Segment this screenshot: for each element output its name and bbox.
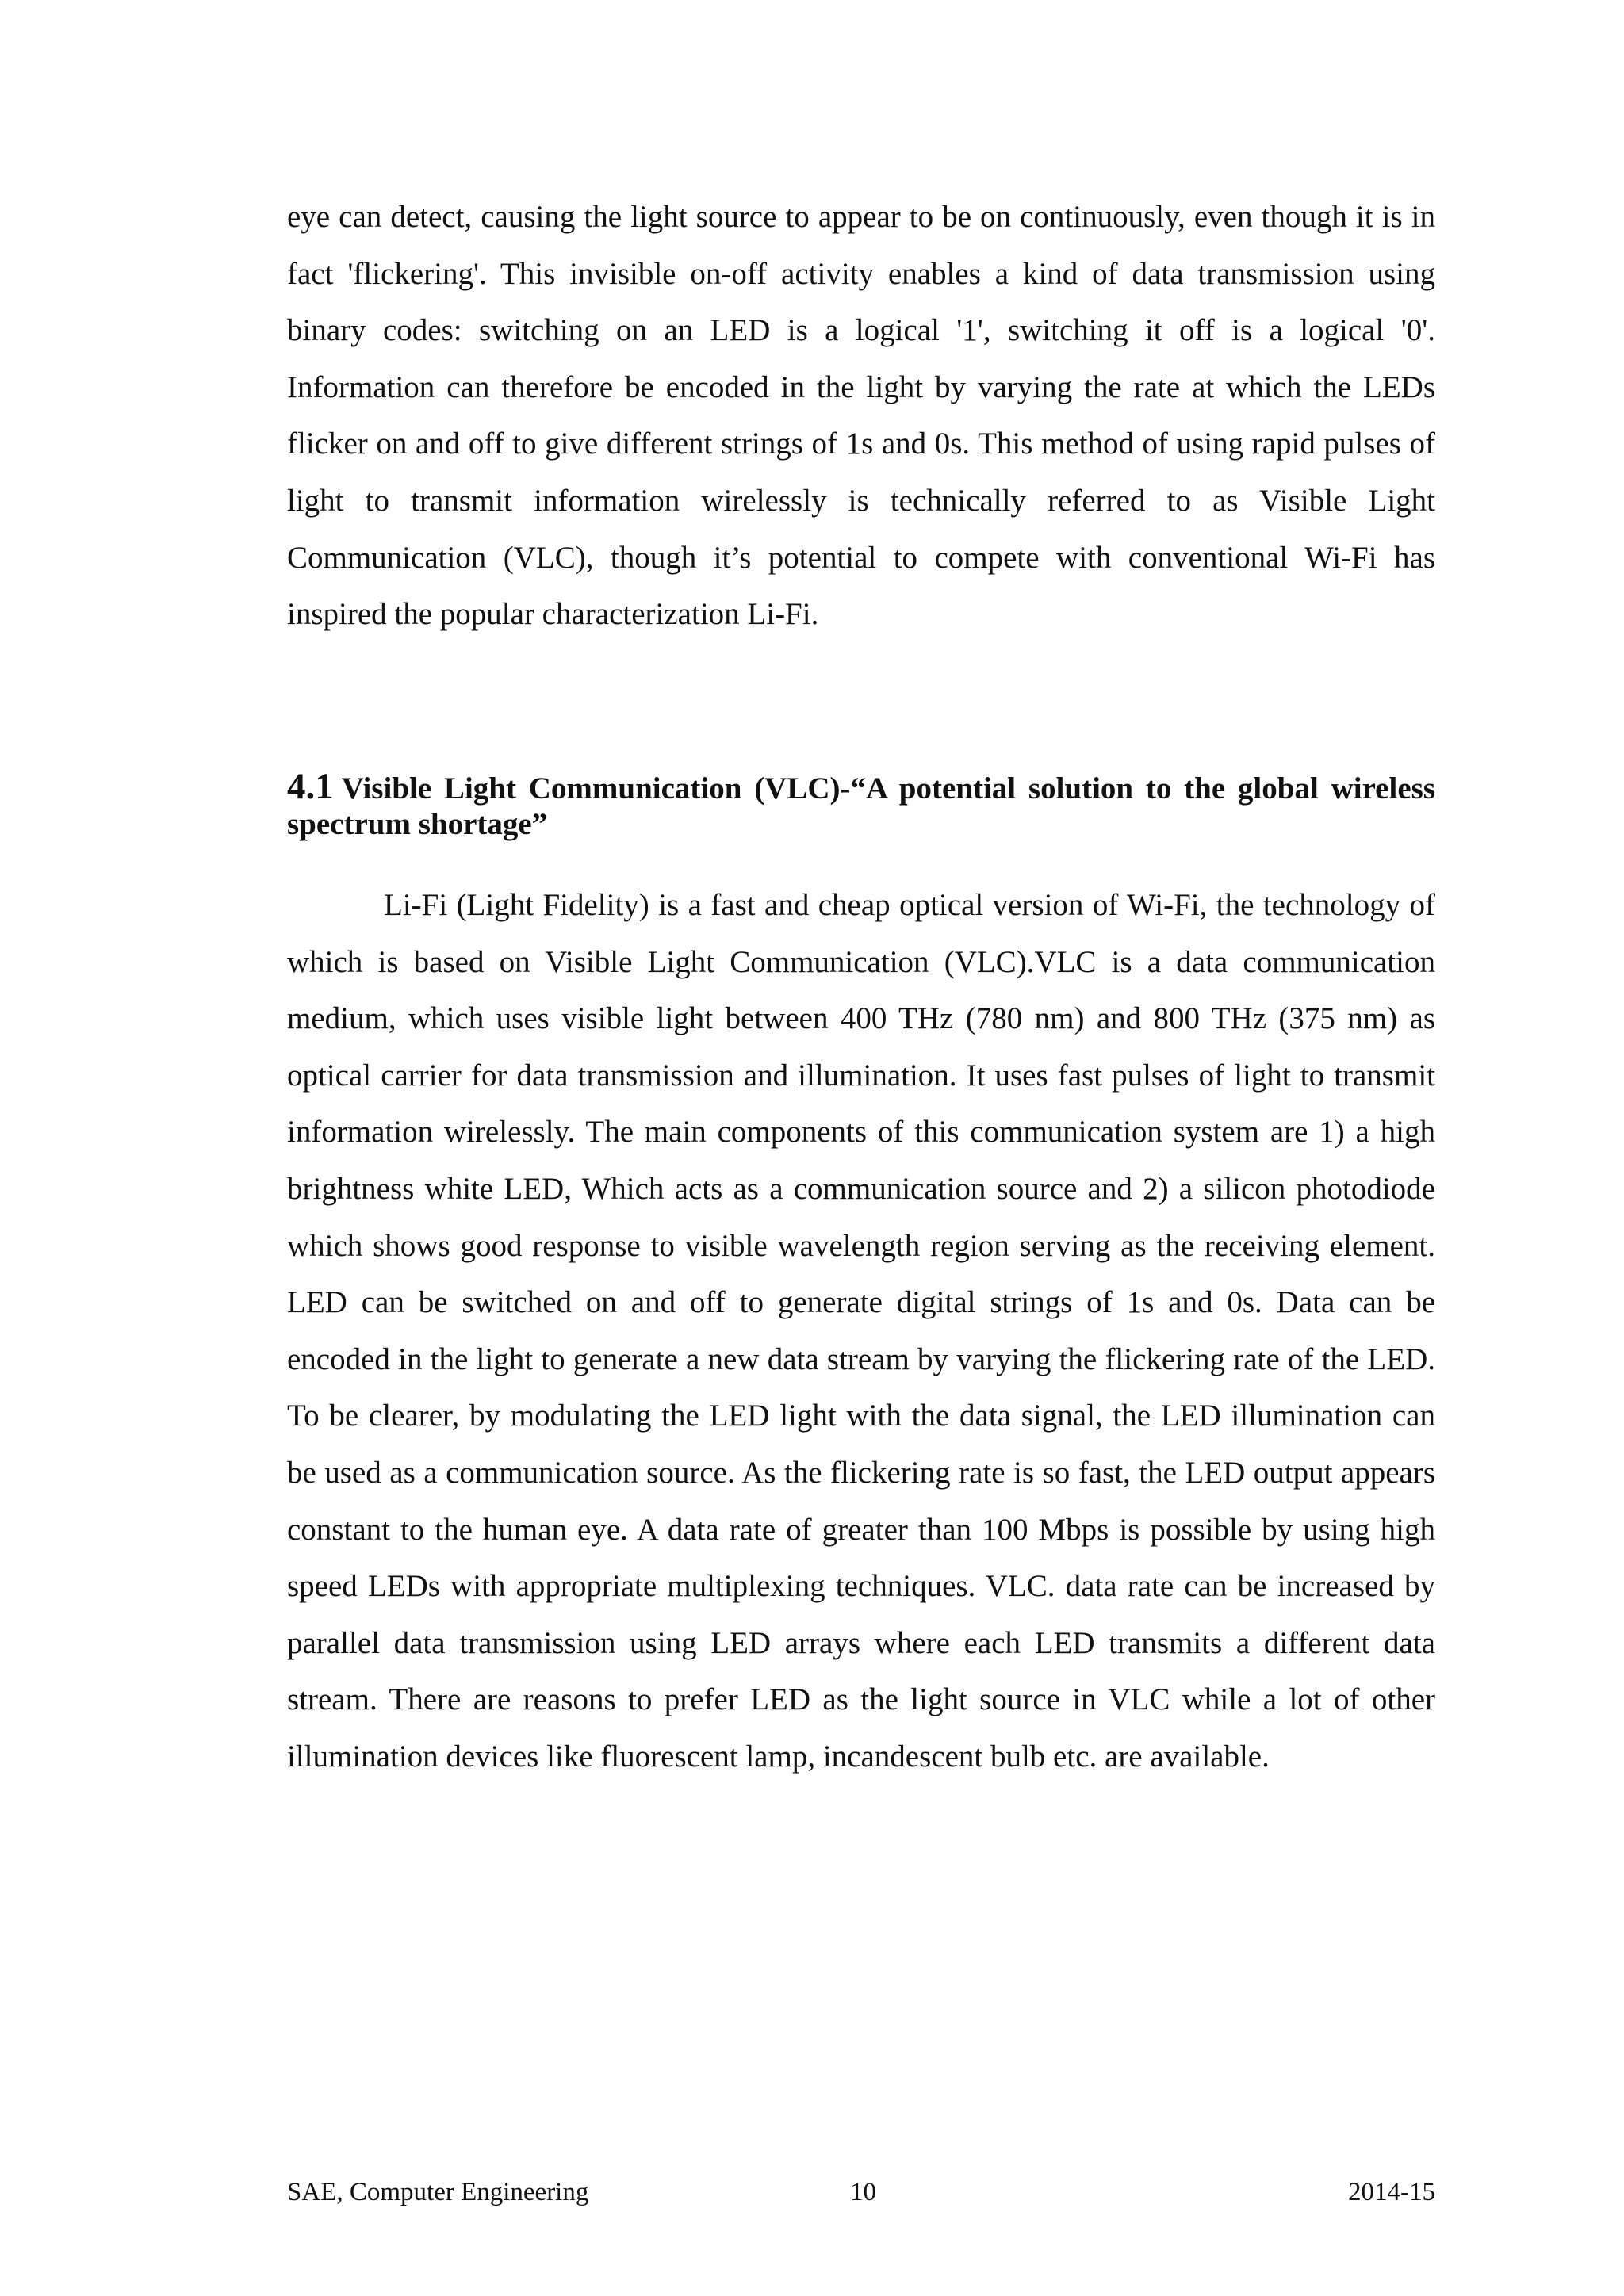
section-number: 4.1 xyxy=(287,766,334,807)
section-paragraph: Li-Fi (Light Fidelity) is a fast and cheap optical version of Wi-Fi, the technology of which is based on Visible Light Communication (VLC).VLC is a data communication medium, which uses visible light between 400 THz (780 nm) and 800 THz (375 nm) as optical carrier for data transmission and illumination. It uses fast pulses of light to transmit information wirelessly. The main components of this communication system are 1) a high brightness white LED, Which acts as a communication source and 2) a silicon photodiode which shows good response to visible wavelength region serving as the receiving element. LED can be switched on and off to generate digital strings of 1s and 0s. Data can be encoded in the light to generate a new data stream by varying the flickering rate of the LED. To be clearer, by modulating the LED light with the data signal, the LED illumination can be used as a communication source. As the flickering rate is so fast, the LED output appears constant to the human eye. A data rate of greater than 100 Mbps is possible by using high speed LEDs with appropriate multiplexing techniques. VLC. data rate can be increased by parallel data transmission using LED arrays where each LED transmits a different data stream. There are reasons to prefer LED as the light source in VLC while a lot of other illumination devices like fluorescent lamp, incandescent bulb etc. are available. xyxy=(287,888,1435,1774)
page-footer xyxy=(287,2175,1435,2210)
footer-department: SAE, Computer Engineering xyxy=(287,2178,589,2206)
section-title: Visible Light Communication (VLC)-“A potential solution to the global wireless spectrum shortage” xyxy=(287,771,1435,841)
section-heading xyxy=(287,766,1435,842)
footer-page-number: 10 xyxy=(850,2178,876,2206)
footer-year: 2014-15 xyxy=(1348,2178,1435,2206)
body-paragraph: eye can detect, causing the light source to appear to be on continuously, even though it is in fact 'flickering'. This invisible on-off activity enables a kind of data transmission using binary codes: switching on an LED is a logical '1', switching it off is a logical '0'. Information can therefore be encoded in the light by varying the rate at which the LEDs flicker on and off to give different strings of 1s and 0s. This method of using rapid pulses of light to transmit information wirelessly is technically referred to as Visible Light Communication (VLC), though it’s potential to compete with conventional Wi-Fi has inspired the popular characterization Li-Fi. xyxy=(287,200,1435,632)
